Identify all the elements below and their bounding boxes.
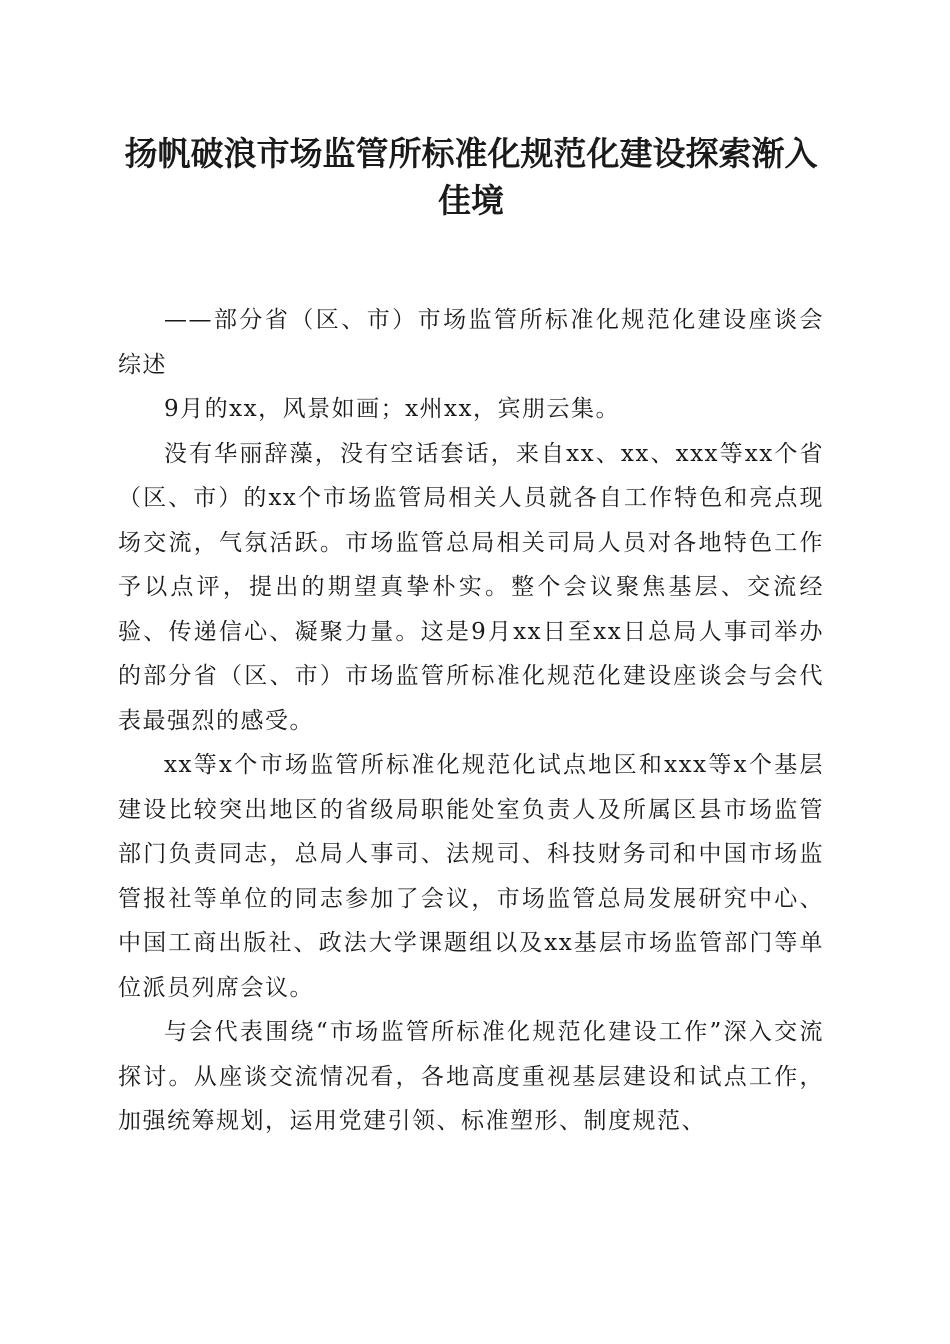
paragraph-1: 9月的xx，风景如画；x州xx，宾朋云集。 [164, 396, 620, 422]
paragraph-2: 没有华丽辞藻，没有空话套话，来自xx、xx、xxx等xx个省（区、市）的xx个市场监管局相关人员就各自工作特色和亮点现场交流，气氛活跃。市场监管总局相关司局人员对各地特色工作予以点评，提出的期望真挚朴实。整个会议聚焦基层、交流经验、传递信心、凝聚力量。这是9月xx日至xx日总局人事司举办的部分省（区、市）市场监管所标准化规范化建设座谈会与会代表最强烈的感受。 [118, 440, 824, 734]
document-page [118, 130, 824, 1144]
paragraph-3: xx等x个市场监管所标准化规范化试点地区和xxx等x个基层建设比较突出地区的省级局职能处室负责人及所属区县市场监管部门负责同志，总局人事司、法规司、科技财务司和中国市场监管报社等单位的同志参加了会议，市场监管总局发展研究中心、中国工商出版社、政法大学课题组以及xx基层市场监管部门等单位派员列席会议。 [118, 752, 824, 1001]
document-title: 扬帆破浪市场监管所标准化规范化建设探索渐入佳境 [124, 134, 818, 220]
document-body [118, 298, 824, 1144]
paragraph-4: 与会代表围绕“市场监管所标准化规范化建设工作”深入交流探讨。从座谈交流情况看，各地高度重视基层建设和试点工作，加强统筹规划，运用党建引领、标准塑形、制度规范、 [118, 1019, 824, 1134]
document-subtitle: ——部分省（区、市）市场监管所标准化规范化建设座谈会综述 [118, 307, 824, 378]
